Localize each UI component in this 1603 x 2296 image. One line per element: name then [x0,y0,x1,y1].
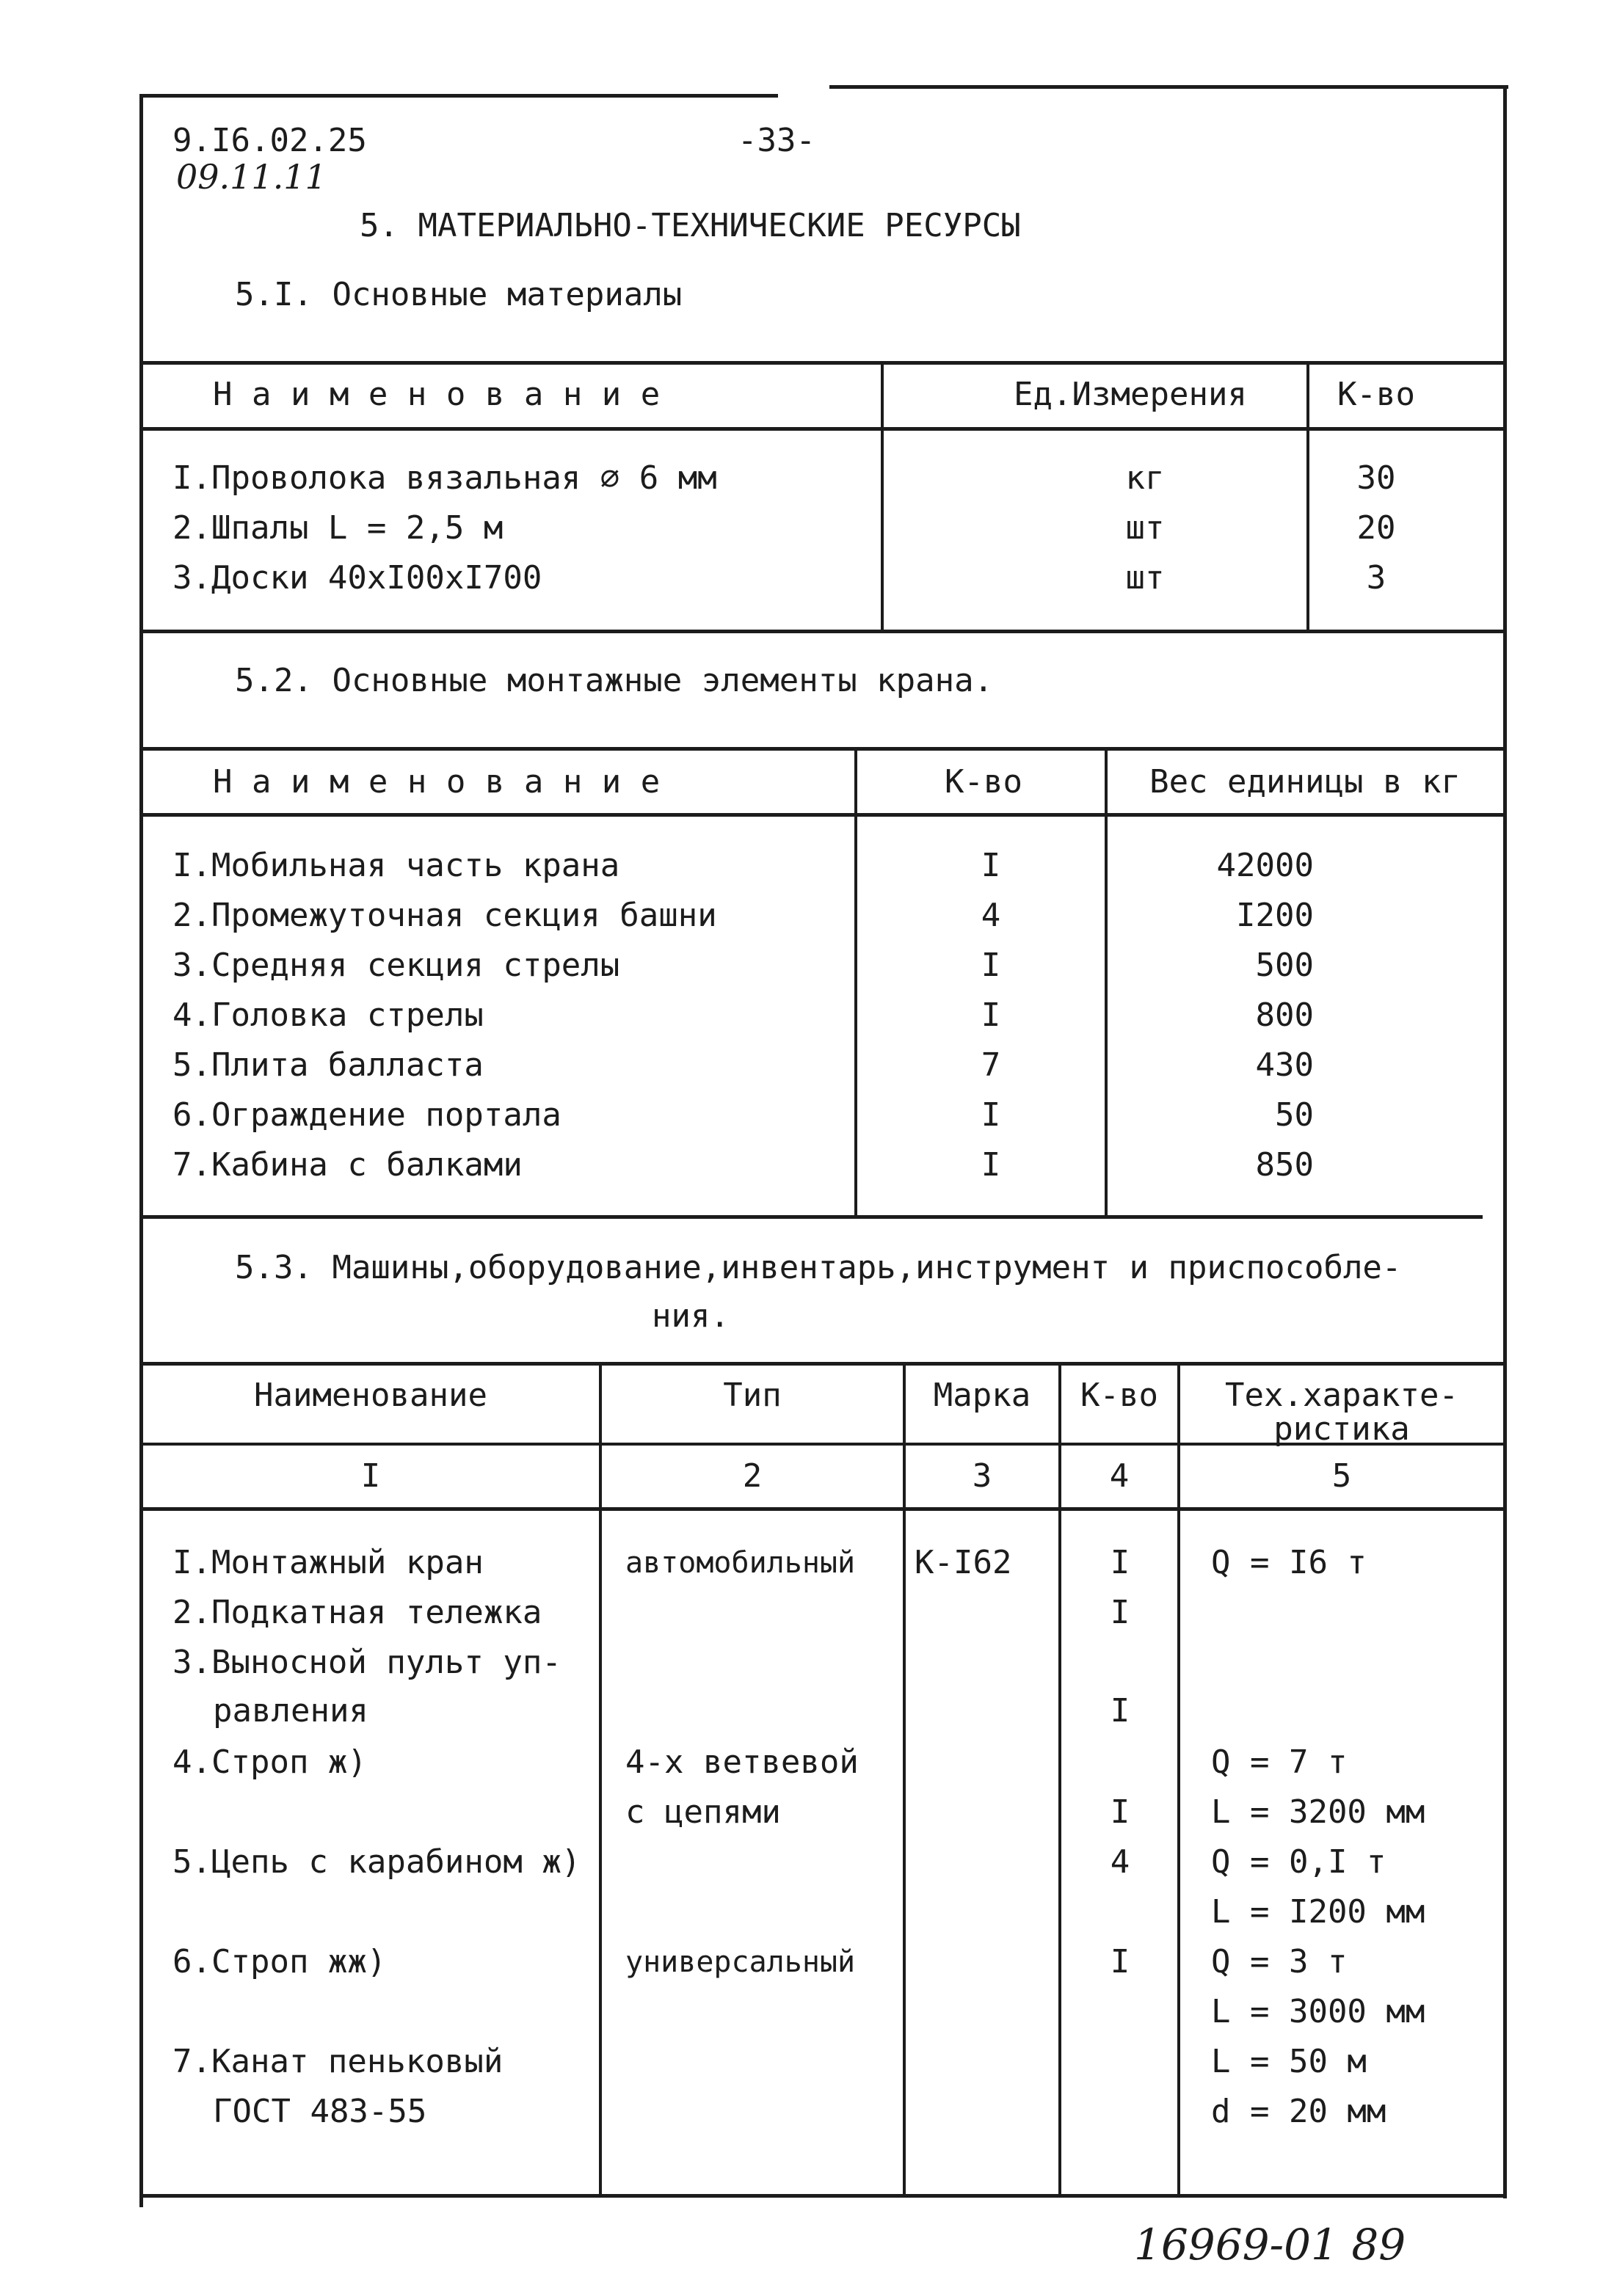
t3-top [139,1362,1506,1366]
t2-row2-weight: I200 [1236,897,1314,934]
t2-row1-name: I.Мобильная часть крана [172,847,620,884]
t3-row1-mark: К-I62 [915,1544,1012,1581]
t1-header-name: Н а и м е н о в а н и е [213,376,661,413]
t3-row4-qty: I [1110,1793,1130,1831]
t1-row2-unit: шт [1125,509,1165,547]
t2-row1-qty: I [981,847,1001,884]
t3-row4-spec: Q = 7 т [1211,1743,1348,1781]
t2-row3-qty: I [981,947,1001,984]
t2-row1-weight: 42000 [1216,847,1314,884]
handwritten-date: 09.11.11 [176,157,327,197]
t1-col2 [1306,361,1309,631]
t3-row1-type: автомобильный [625,1546,856,1580]
t3-row6-type: универсальный [625,1945,856,1979]
section53-title-line1: 5.3. Машины,оборудование,инвентарь,инструмент и приспособле- [235,1249,1402,1286]
t3-row6-spec-cont: L = 3000 мм [1211,1993,1425,2030]
t2-col1 [854,747,857,1217]
section52-title: 5.2. Основные монтажные элементы крана. [235,662,994,699]
section51-title: 5.I. Основные материалы [235,276,683,313]
t3-row2-name: 2.Подкатная тележка [172,1594,542,1631]
section5-title: 5. МАТЕРИАЛЬНО-ТЕХНИЧЕСКИЕ РЕСУРСЫ [360,207,1021,244]
t3-colnum-2: 2 [742,1457,763,1495]
t2-row7-weight: 850 [1255,1146,1314,1184]
t3-row4-type-cont: с цепями [625,1793,781,1831]
t2-header-qty: К-во [945,763,1022,801]
t2-row6-qty: I [981,1096,1001,1134]
t3-header-spec-line1: Тех.характе- [1225,1377,1458,1414]
t2-row4-name: 4.Головка стрелы [172,996,484,1034]
t3-row5-spec: Q = 0,I т [1211,1843,1386,1881]
t3-row6-spec: Q = 3 т [1211,1943,1348,1980]
frame-top-left [139,94,778,98]
frame-top-right [829,85,1508,89]
frame-right [1503,85,1507,2198]
t3-row6-qty: I [1110,1943,1130,1980]
t1-row3-name: 3.Доски 40хI00хI700 [172,559,542,597]
t2-header-weight: Вес единицы в кг [1149,763,1461,801]
t3-row2-qty: I [1110,1594,1130,1631]
t3-colnum-4: 4 [1109,1457,1130,1495]
frame-left [139,94,143,2207]
t3-row5-spec-cont: L = I200 мм [1211,1893,1425,1931]
t2-row3-weight: 500 [1255,947,1314,984]
t2-col2 [1105,747,1108,1217]
t1-header-unit: Ед.Измерения [1014,376,1247,413]
t3-row5-qty: 4 [1110,1843,1130,1881]
t3-row7-name: 7.Канат пеньковый [172,2043,504,2080]
t3-header-type: Тип [723,1377,782,1414]
t1-bottom [139,630,1506,633]
t3-header-mark: Марка [933,1377,1031,1414]
frame-bottom [139,2194,1506,2198]
section53-title-line2: ния. [652,1297,730,1335]
t3-row6-name: 6.Строп жж) [172,1943,387,1980]
t2-header-name: Н а и м е н о в а н и е [213,763,661,801]
t1-row1-name: I.Проволока вязальная ∅ 6 мм [172,459,717,497]
t2-row2-name: 2.Промежуточная секция башни [172,897,717,934]
t3-header-name: Наименование [254,1377,487,1414]
doc-number: 9.I6.02.25 [172,122,367,159]
t3-row4-type: 4-х ветвевой [625,1743,859,1781]
t1-header-qty: К-во [1337,376,1415,413]
t2-row4-weight: 800 [1255,996,1314,1034]
t1-row1-unit: кг [1125,459,1165,497]
t3-row1-spec: Q = I6 т [1211,1544,1367,1581]
t3-row3-qty: I [1110,1692,1130,1730]
t3-row4-name: 4.Строп ж) [172,1743,367,1781]
t1-top [139,361,1506,365]
t3-row7-name-cont: ГОСТ 483-55 [213,2093,427,2130]
t1-row1-qty: 30 [1356,459,1396,497]
t3-row3-name-cont: равления [213,1692,368,1730]
page-number: -33- [738,122,815,159]
t1-row2-qty: 20 [1356,509,1396,547]
t2-row7-qty: I [981,1146,1001,1184]
t2-row6-name: 6.Ограждение портала [172,1096,561,1134]
t2-top [139,747,1506,751]
t1-row3-qty: 3 [1366,559,1386,597]
t2-row5-weight: 430 [1255,1046,1314,1084]
t2-row5-qty: 7 [981,1046,1001,1084]
t3-colnum-1: I [360,1457,381,1495]
t3-row1-name: I.Монтажный кран [172,1544,484,1581]
t2-row6-weight: 50 [1275,1096,1314,1134]
t3-numbers-bottom [139,1507,1506,1511]
t1-row2-name: 2.Шпалы L = 2,5 м [172,509,504,547]
t3-colnum-5: 5 [1331,1457,1352,1495]
handwritten-inventory-number: 16969-01 89 [1134,2220,1406,2270]
t3-row7-spec-cont: d = 20 мм [1211,2093,1386,2130]
t2-row3-name: 3.Средняя секция стрелы [172,947,620,984]
t2-row2-qty: 4 [981,897,1001,934]
t3-row7-spec: L = 50 м [1211,2043,1367,2080]
t2-header-bottom [139,813,1506,817]
t2-row4-qty: I [981,996,1001,1034]
t2-row7-name: 7.Кабина с балками [172,1146,523,1184]
t1-header-bottom [139,427,1506,431]
t3-header-qty: К-во [1080,1377,1158,1414]
t3-row5-name: 5.Цепь с карабином ж) [172,1843,581,1881]
t3-row3-name: 3.Выносной пульт уп- [172,1644,561,1681]
t3-header-spec-line2: ристика [1273,1410,1410,1448]
t3-row4-spec-cont: L = 3200 мм [1211,1793,1425,1831]
t1-row3-unit: шт [1125,559,1165,597]
t3-colnum-3: 3 [972,1457,992,1495]
t2-row5-name: 5.Плита балласта [172,1046,484,1084]
t3-row1-qty: I [1110,1544,1130,1581]
t1-col1 [881,361,884,631]
t2-bottom [139,1215,1483,1219]
